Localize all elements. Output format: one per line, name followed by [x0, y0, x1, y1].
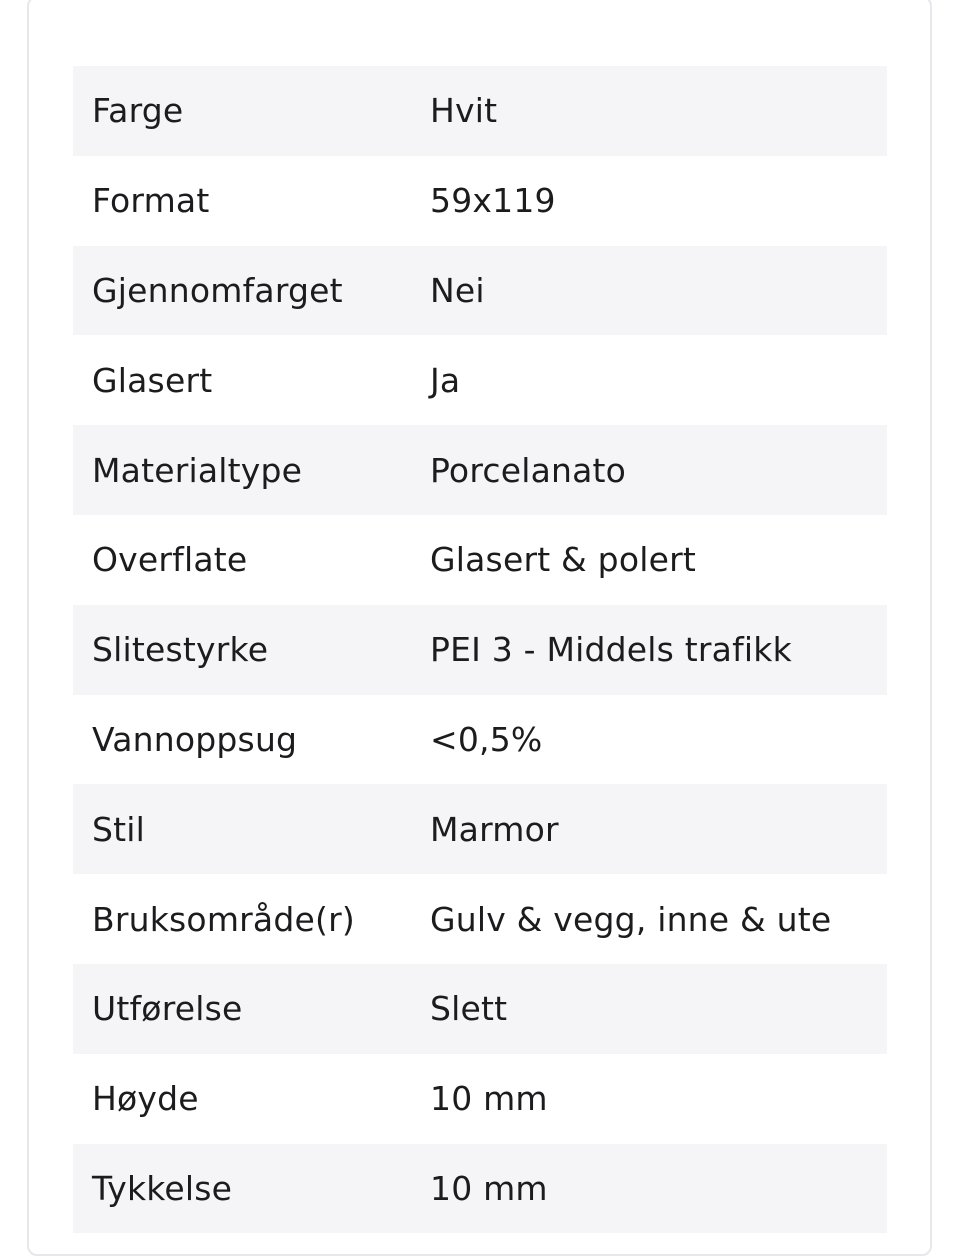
spec-label: Slitestyrke: [92, 630, 269, 670]
spec-value: Gulv & vegg, inne & ute: [430, 899, 832, 939]
spec-label: Glasert: [92, 360, 213, 400]
spec-label: Bruksområde(r): [92, 899, 355, 939]
spec-row-bruksomrade: [73, 874, 887, 964]
spec-row-slitestyrke: [73, 605, 887, 695]
spec-value: Ja: [430, 360, 461, 400]
spec-table-body: [73, 66, 887, 1233]
spec-label: Vannoppsug: [92, 719, 298, 759]
spec-label: Materialtype: [92, 450, 303, 490]
spec-label: Utførelse: [92, 989, 243, 1029]
spec-value: Marmor: [430, 809, 559, 849]
spec-value: Glasert & polert: [430, 540, 696, 580]
spec-label: Format: [92, 181, 210, 221]
spec-row-hoyde: [73, 1054, 887, 1144]
spec-value: PEI 3 - Middels trafikk: [430, 630, 792, 670]
spec-row-stil: [73, 784, 887, 874]
spec-value: Nei: [430, 270, 485, 310]
spec-row-gjennomfarget: [73, 246, 887, 336]
spec-row-farge: [73, 66, 887, 156]
spec-value: Porcelanato: [430, 450, 627, 490]
spec-row-format: [73, 156, 887, 246]
spec-value: Slett: [430, 989, 508, 1029]
spec-row-tykkelse: [73, 1144, 887, 1234]
spec-row-materialtype: [73, 425, 887, 515]
spec-value: Hvit: [430, 91, 498, 131]
spec-label: Farge: [92, 91, 184, 131]
spec-label: Høyde: [92, 1079, 199, 1119]
spec-row-utforelse: [73, 964, 887, 1054]
spec-label: Tykkelse: [92, 1168, 233, 1208]
spec-label: Gjennomfarget: [92, 270, 343, 310]
spec-value: 10 mm: [430, 1079, 548, 1119]
spec-row-glasert: [73, 335, 887, 425]
spec-label: Stil: [92, 809, 146, 849]
product-specifications-table: [73, 66, 887, 1233]
spec-value: <0,5%: [430, 719, 543, 759]
spec-value: 59x119: [430, 181, 556, 221]
spec-row-overflate: [73, 515, 887, 605]
spec-row-vannoppsug: [73, 695, 887, 785]
spec-value: 10 mm: [430, 1168, 548, 1208]
spec-label: Overflate: [92, 540, 248, 580]
